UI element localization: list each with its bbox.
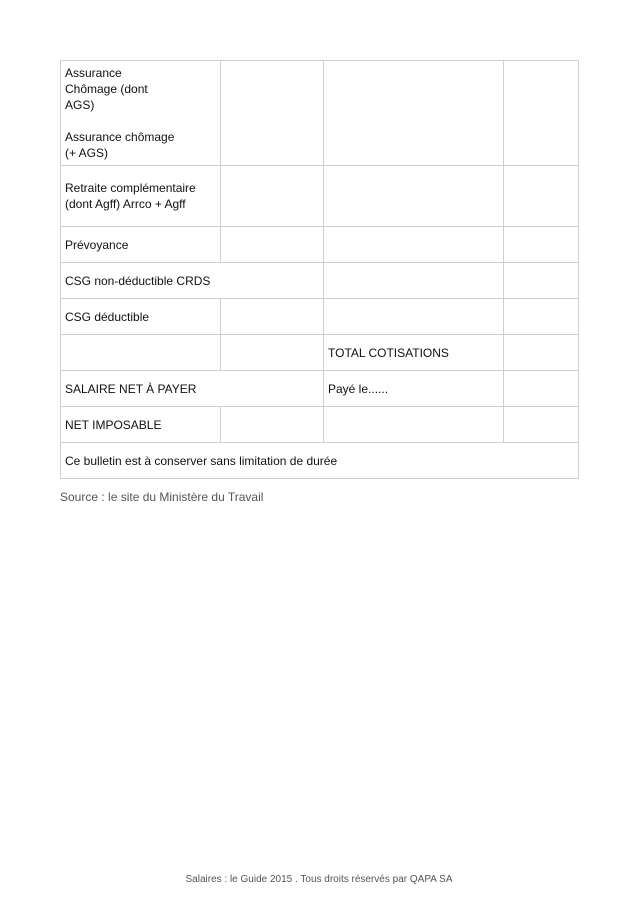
empty-cell bbox=[221, 299, 324, 335]
cell-csg-non-deductible-label: CSG non-déductible CRDS bbox=[61, 263, 324, 299]
cell-retraite-label bbox=[61, 166, 221, 227]
row-net-imposable bbox=[61, 407, 579, 443]
label-line: Retraite complémentaire bbox=[65, 181, 196, 195]
label-line: Assurance chômage bbox=[65, 130, 175, 144]
empty-cell bbox=[221, 335, 324, 371]
source-note: Source : le site du Ministère du Travail bbox=[60, 490, 264, 504]
row-conservation-note bbox=[61, 443, 579, 479]
empty-cell bbox=[324, 407, 504, 443]
label-line: Assurance bbox=[65, 66, 122, 80]
label-line: (+ AGS) bbox=[65, 146, 109, 160]
empty-cell bbox=[324, 61, 504, 166]
label-line: Chômage (dont bbox=[65, 82, 148, 96]
empty-cell bbox=[504, 299, 579, 335]
cell-assurance-chomage-label bbox=[61, 61, 221, 166]
empty-cell bbox=[504, 371, 579, 407]
row-csg-deductible bbox=[61, 299, 579, 335]
row-prevoyance bbox=[61, 227, 579, 263]
empty-cell bbox=[504, 407, 579, 443]
empty-cell bbox=[324, 166, 504, 227]
cell-paye-le: Payé le...... bbox=[324, 371, 504, 407]
empty-cell bbox=[221, 166, 324, 227]
empty-cell bbox=[504, 227, 579, 263]
row-assurance-chomage bbox=[61, 61, 579, 166]
label-line: AGS) bbox=[65, 98, 95, 112]
row-csg-non-deductible bbox=[61, 263, 579, 299]
row-retraite bbox=[61, 166, 579, 227]
cell-prevoyance-label: Prévoyance bbox=[61, 227, 221, 263]
empty-cell bbox=[221, 407, 324, 443]
label-line: (dont Agff) Arrco + Agff bbox=[65, 197, 186, 211]
empty-cell bbox=[324, 227, 504, 263]
empty-cell bbox=[324, 263, 504, 299]
cell-conservation-note: Ce bulletin est à conserver sans limitation de durée bbox=[61, 443, 579, 479]
cell-net-imposable-label: NET IMPOSABLE bbox=[61, 407, 221, 443]
empty-cell bbox=[221, 227, 324, 263]
row-total-cotisations bbox=[61, 335, 579, 371]
row-salaire-net bbox=[61, 371, 579, 407]
cell-total-cotisations: TOTAL COTISATIONS bbox=[324, 335, 504, 371]
empty-cell bbox=[221, 61, 324, 166]
empty-cell bbox=[504, 263, 579, 299]
cell-salaire-net-label: SALAIRE NET À PAYER bbox=[61, 371, 324, 407]
page-footer: Salaires : le Guide 2015 . Tous droits réservés par QAPA SA bbox=[185, 874, 453, 885]
empty-cell bbox=[324, 299, 504, 335]
payslip-table bbox=[60, 60, 579, 479]
empty-cell bbox=[504, 61, 579, 166]
cell-csg-deductible-label: CSG déductible bbox=[61, 299, 221, 335]
empty-cell bbox=[504, 166, 579, 227]
empty-cell bbox=[504, 335, 579, 371]
empty-cell bbox=[61, 335, 221, 371]
